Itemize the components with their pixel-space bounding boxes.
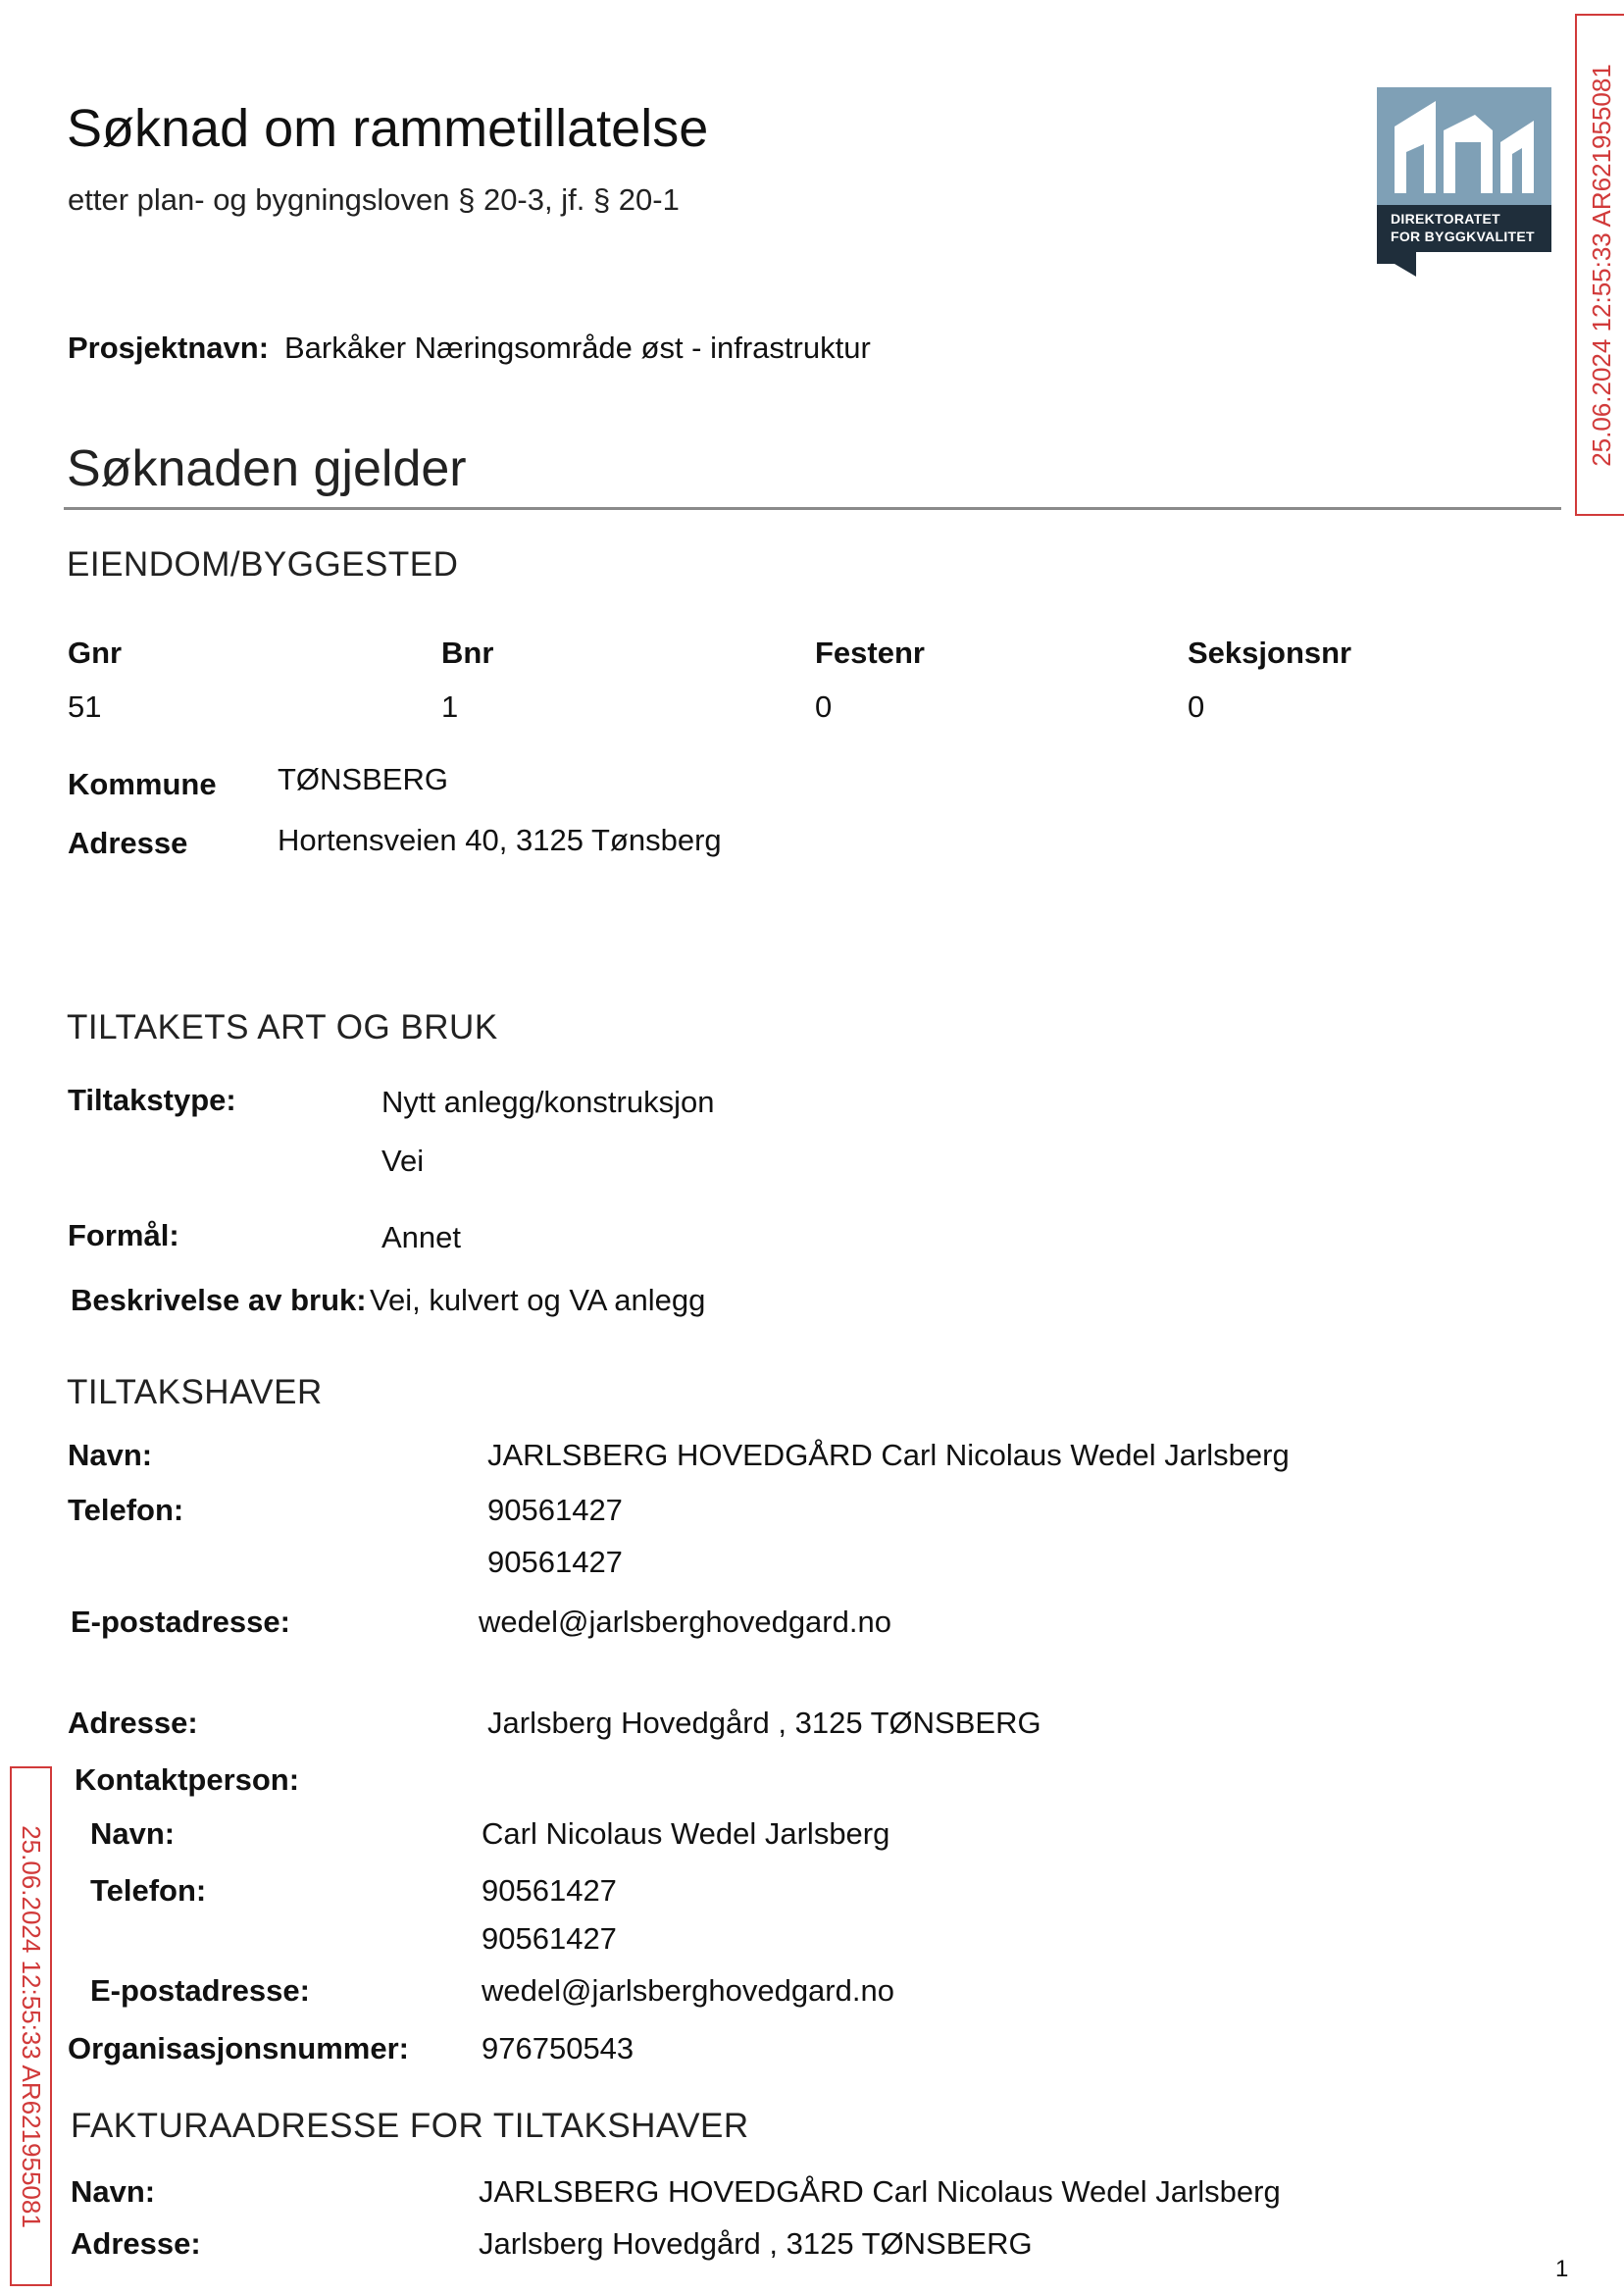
tiltakshaver-navn-label: Navn: xyxy=(68,1438,153,1472)
organisasjonsnummer-label: Organisasjonsnummer: xyxy=(68,2031,409,2065)
stamp-text: 25.06.2024 12:55:33 AR621955081 xyxy=(1586,63,1616,467)
kontakt-telefon-label: Telefon: xyxy=(90,1873,207,1908)
bruk-label: Beskrivelse av bruk: xyxy=(71,1283,367,1317)
project-label: Prosjektnavn: xyxy=(68,331,270,365)
logo-line-1: DIREKTORATET xyxy=(1391,211,1500,227)
tiltakshaver-telefon-value-1: 90561427 xyxy=(487,1493,623,1527)
bnr-label: Bnr xyxy=(441,636,494,670)
project-value: Barkåker Næringsområde øst - infrastruktur xyxy=(284,331,871,365)
kontakt-telefon-value-1: 90561427 xyxy=(482,1873,617,1908)
formal-value: Annet xyxy=(381,1220,462,1254)
faktura-navn-value: JARLSBERG HOVEDGÅRD Carl Nicolaus Wedel Jarlsberg xyxy=(479,2174,1281,2209)
kommune-value: TØNSBERG xyxy=(278,762,448,796)
dibk-logo xyxy=(1377,87,1551,277)
document-title: Søknad om rammetillatelse xyxy=(67,99,709,158)
tiltakshaver-telefon-label: Telefon: xyxy=(68,1493,184,1527)
kontakt-epost-label: E-postadresse: xyxy=(90,1973,310,2008)
gnr-label: Gnr xyxy=(68,636,123,670)
eiendom-heading: EIENDOM/BYGGESTED xyxy=(67,545,459,584)
kontakt-navn-value: Carl Nicolaus Wedel Jarlsberg xyxy=(482,1816,890,1851)
bnr-value: 1 xyxy=(441,689,459,724)
gnr-value: 51 xyxy=(68,689,102,724)
tiltakshaver-heading: TILTAKSHAVER xyxy=(67,1373,323,1411)
dibk-logo-icon xyxy=(1377,87,1551,277)
tiltakshaver-adresse-label: Adresse: xyxy=(68,1706,198,1740)
timestamp-stamp-right xyxy=(1575,14,1624,516)
tiltak-heading: TILTAKETS ART OG BRUK xyxy=(67,1008,498,1046)
tiltakshaver-epost-value: wedel@jarlsberghovedgard.no xyxy=(479,1605,891,1639)
kommune-label: Kommune xyxy=(68,767,217,801)
kontakt-epost-value: wedel@jarlsberghovedgard.no xyxy=(482,1973,894,2008)
faktura-adresse-label: Adresse: xyxy=(71,2226,201,2261)
tiltakstype-value-1: Nytt anlegg/konstruksjon xyxy=(381,1085,715,1119)
document-subtitle: etter plan- og bygningsloven § 20-3, jf. § 20-1 xyxy=(68,182,680,217)
festenr-value: 0 xyxy=(815,689,833,724)
kontakt-navn-label: Navn: xyxy=(90,1816,176,1851)
adresse-label: Adresse xyxy=(68,826,188,860)
faktura-adresse-value: Jarlsberg Hovedgård , 3125 TØNSBERG xyxy=(479,2226,1033,2261)
bruk-value: Vei, kulvert og VA anlegg xyxy=(370,1283,706,1317)
kontakt-telefon-value-2: 90561427 xyxy=(482,1921,617,1956)
tiltakshaver-epost-label: E-postadresse: xyxy=(71,1605,290,1639)
tiltakstype-label: Tiltakstype: xyxy=(68,1083,236,1117)
tiltakshaver-telefon-value-2: 90561427 xyxy=(487,1545,623,1579)
tiltakshaver-navn-value: JARLSBERG HOVEDGÅRD Carl Nicolaus Wedel Jarlsberg xyxy=(487,1438,1290,1472)
seksjonsnr-value: 0 xyxy=(1188,689,1205,724)
kontaktperson-label: Kontaktperson: xyxy=(75,1762,300,1797)
faktura-heading: FAKTURAADRESSE FOR TILTAKSHAVER xyxy=(71,2107,749,2145)
formal-label: Formål: xyxy=(68,1218,179,1252)
logo-line-2: FOR BYGGKVALITET xyxy=(1391,229,1535,244)
page-number: 1 xyxy=(1555,2256,1569,2282)
tiltakstype-value-2: Vei xyxy=(381,1144,425,1178)
organisasjonsnummer-value: 976750543 xyxy=(482,2031,634,2065)
seksjonsnr-label: Seksjonsnr xyxy=(1188,636,1352,670)
adresse-value: Hortensveien 40, 3125 Tønsberg xyxy=(278,823,722,857)
festenr-label: Festenr xyxy=(815,636,925,670)
timestamp-stamp-left xyxy=(10,1766,52,2286)
tiltakshaver-adresse-value: Jarlsberg Hovedgård , 3125 TØNSBERG xyxy=(487,1706,1041,1740)
stamp-text: 25.06.2024 12:55:33 AR621955081 xyxy=(17,1824,47,2228)
faktura-navn-label: Navn: xyxy=(71,2174,156,2209)
section-divider xyxy=(64,507,1561,510)
section-title: Søknaden gjelder xyxy=(67,440,467,497)
